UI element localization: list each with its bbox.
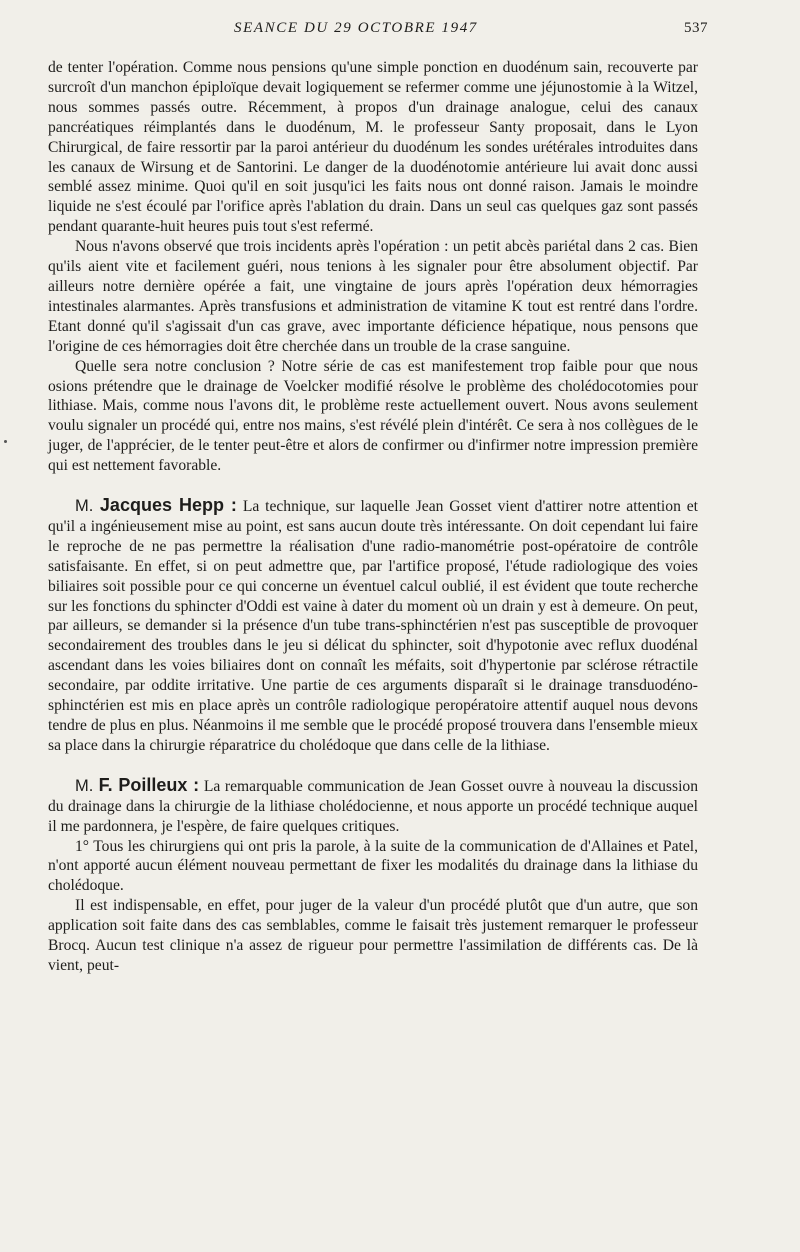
paragraph-conclusion: Quelle sera notre conclusion ? Notre série de cas est manifestement trop faible pour que nous osions prétendre que le drainage de Voelcker modifié résolve le problème des cholédocotomies pour lithiase. Mais, comme nous l'avons dit, le problème reste actuellement ouvert. Nous avons seulement voulu signaler un procédé qui, entre nos mains, s'est révélé plein d'intérêt. Ce sera à nos collègues de le juger, de l'apprécier, de le tenter peut-être et alors de confirmer ou d'infirmer notre impression première qui est nettement favorable.: [48, 357, 698, 475]
paragraph-hepp: [48, 496, 698, 756]
speaker-prefix: M.: [75, 497, 94, 516]
header-title: SEANCE DU 29 OCTOBRE 1947: [234, 20, 478, 36]
paragraph-continuation: de tenter l'opération. Comme nous pensions qu'une simple ponction en duodénum sain, recouverte par surcroît d'un manchon épiploïque devait logiquement se refermer comme une jéjunostomie à la Witzel, nous sommes passés outre. Récemment, à propos d'un drainage analogue, celui des canaux pancréatiques réimplantés dans le duodénum, M. le professeur Santy proposait, dans le Lyon Chirurgical, de faire ressortir par la paroi antérieur du duodénum les sondes urétérales introduites dans les canaux de Wirsung et de Santorini. Le danger de la duodénotomie antérieure lui avait donc aussi semblé assez minime. Quoi qu'il en soit jusqu'ici les faits nous ont donné raison. Jamais le moindre liquide ne s'est écoulé par l'orifice après l'ablation du drain. Dans un seul cas quelques gaz sont passés pendant quarante-huit heures puis tout s'est refermé.: [48, 59, 698, 236]
speaker-prefix: M.: [75, 776, 94, 795]
article-body: [48, 58, 698, 976]
poilleux-text: La remarquable communication de Jean Gosset ouvre à nouveau la discussion du drainage dans la chirurgie de la lithiase cholédocienne, et nous apporte un procédé technique auquel il me pardonnera, je l'espère, de faire quelques critiques.: [48, 777, 698, 835]
hepp-text: La technique, sur laquelle Jean Gosset vient d'attirer notre attention et qu'il a ingénieusement mise au point, est sans aucun doute très intéressante. On doit cependant lui faire le reproche de ne pas permettre la réalisation d'une radio-manométrie post-opératoire de contrôle satisfaisante. En effet, si on peut admettre que, par l'artifice proposé, l'étude radiologique des voies biliaires soit possible pour ce qui concerne un éventuel calcul oublié, il est évident que toute recherche sur les fonctions du sphincter d'Oddi est vaine à dater du moment où un drain y est à demeure. On peut, par ailleurs, se demander si la présence d'un tube trans-sphinctérien n'est pas susceptible de provoquer secondairement des troubles dans le jeu si délicat du sphincter, soit d'hypotonie avec reflux duodénal ascendant dans les voies biliaires dont on connaît les méfaits, soit d'hypertonie par sclérose rétractile secondaire, par oddite irritative. Une partie de ces arguments disparaît si le drainage transduodéno-sphinctérien est mis en place après un contrôle radiologique peropératoire attentif auquel nous devons tendre de plus en plus. Néanmoins il me semble que le procédé proposé trouvera dans l'ensemble mieux sa place dans la chirurgie réparatrice du cholédoque que dans celle de la lithiase.: [48, 498, 698, 754]
paragraph-poilleux: [48, 776, 698, 837]
speaker-name: F. Poilleux :: [98, 774, 200, 795]
running-header: [48, 20, 708, 46]
speaker-poilleux: [75, 774, 200, 795]
page-number: 537: [684, 20, 708, 36]
paragraph-point-one: 1° Tous les chirurgiens qui ont pris la parole, à la suite de la communication de d'Allaines et Patel, n'ont apporté aucun élément nouveau permettant de fixer les modalités du drainage dans la lithiase du cholédoque.: [48, 837, 698, 895]
speaker-hepp: [75, 497, 237, 515]
paragraph-incidents: Nous n'avons observé que trois incidents après l'opération : un petit abcès pariétal dans 2 cas. Bien qu'ils aient vite et facilement guéri, nous tenions à les signaler pour être absolument objectif. Par ailleurs notre dernière opérée a fait, une vingtaine de jours après l'opération deux hémorragies intestinales alarmantes. Après transfusions et administration de vitamine K tout est rentré dans l'ordre. Etant donné qu'il s'agissait d'un cas grave, avec importante déficience hépatique, nous pensons que l'origine de ces hémorragies doit être cherchée dans un trouble de la crase sanguine.: [48, 238, 698, 355]
speaker-name: Jacques Hepp :: [99, 495, 237, 516]
paragraph-last: Il est indispensable, en effet, pour juger de la valeur d'un procédé plutôt que d'un autre, que son application soit faite dans des cas semblables, comme le faisait très justement remarquer le professeur Brocq. Aucun test clinique n'a assez de rigueur pour permettre l'assimilation de différents cas. De là vient, peut-: [48, 897, 698, 974]
margin-speck: [4, 440, 7, 443]
